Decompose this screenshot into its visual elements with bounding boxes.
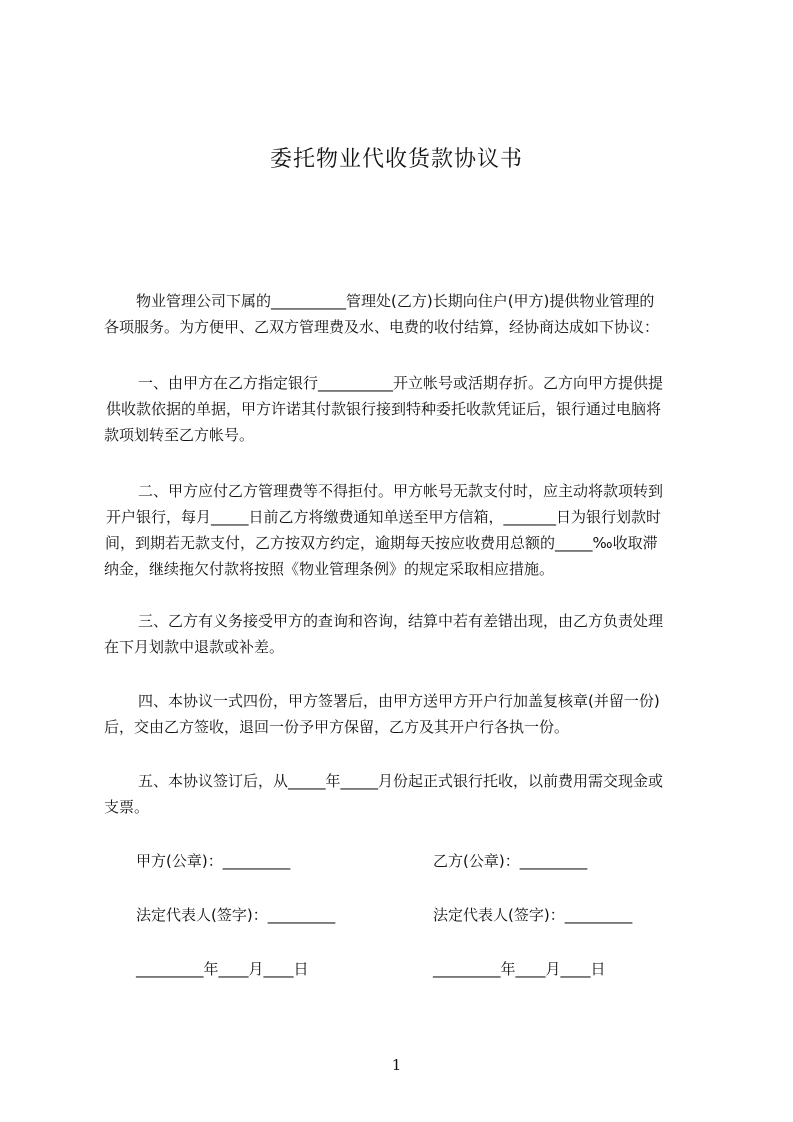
clause-2-line-1: 二、甲方应付乙方管理费等不得拒付。甲方帐号无款支付时，应主动将款项转到 <box>138 482 664 500</box>
intro-line-1: 物业管理公司下属的__________管理处(乙方)长期向住户(甲方)提供物业管理的 <box>136 292 655 310</box>
party-b-seal: 乙方(公章)：_________ <box>433 852 588 870</box>
party-a-representative: 法定代表人(签字)：_________ <box>136 906 336 924</box>
clause-5-line-1: 五、本协议签订后，从_____年_____月份起正式银行托收，以前费用需交现金或 <box>138 772 664 790</box>
document-title: 委托物业代收货款协议书 <box>269 147 523 172</box>
clause-2 <box>104 478 702 582</box>
party-a-seal: 甲方(公章)：_________ <box>136 852 291 870</box>
clause-1 <box>104 370 702 448</box>
intro-paragraph <box>104 288 702 340</box>
clause-1-line-1: 一、由甲方在乙方指定银行__________开立帐号或活期存折。乙方向甲方提供提 <box>138 374 664 392</box>
clause-5 <box>104 768 702 820</box>
party-b-representative: 法定代表人(签字)：_________ <box>433 906 633 924</box>
clause-3-line-2: 在下月划款中退款或补差。 <box>104 638 285 656</box>
clause-3 <box>104 608 702 660</box>
clause-2-line-3: 间，到期若无款支付，乙方按双方约定，逾期每天按应收费用总额的_____‰收取滞 <box>105 534 658 552</box>
clause-1-line-2: 供收款依据的单据，甲方许诺其付款银行接到特种委托收款凭证后，银行通过电脑将 <box>106 400 662 418</box>
clause-4 <box>104 688 702 740</box>
clause-2-line-2: 开户银行，每月_____日前乙方将缴费通知单送至甲方信箱，_______日为银行划款时 <box>106 508 662 526</box>
clause-4-line-2: 后，交由乙方签收，退回一份予甲方保留，乙方及其开户行各执一份。 <box>104 718 570 736</box>
clause-2-line-4: 纳金，继续拖欠付款将按照《物业管理条例》的规定采取相应措施。 <box>104 560 555 578</box>
clause-4-line-1: 四、本协议一式四份，甲方签署后，由甲方送甲方开户行加盖复核章(并留一份) <box>138 692 660 710</box>
clause-5-line-2: 支票。 <box>104 798 150 816</box>
page-number: 1 <box>391 1056 402 1074</box>
party-a-date: _________年____月____日 <box>136 960 309 978</box>
clause-3-line-1: 三、乙方有义务接受甲方的查询和咨询，结算中若有差错出现，由乙方负责处理 <box>138 612 664 630</box>
intro-line-2: 各项服务。为方便甲、乙双方管理费及水、电费的收付结算，经协商达成如下协议： <box>104 318 660 336</box>
clause-1-line-3: 款项划转至乙方帐号。 <box>104 426 255 444</box>
party-b-date: _________年____月____日 <box>433 960 606 978</box>
